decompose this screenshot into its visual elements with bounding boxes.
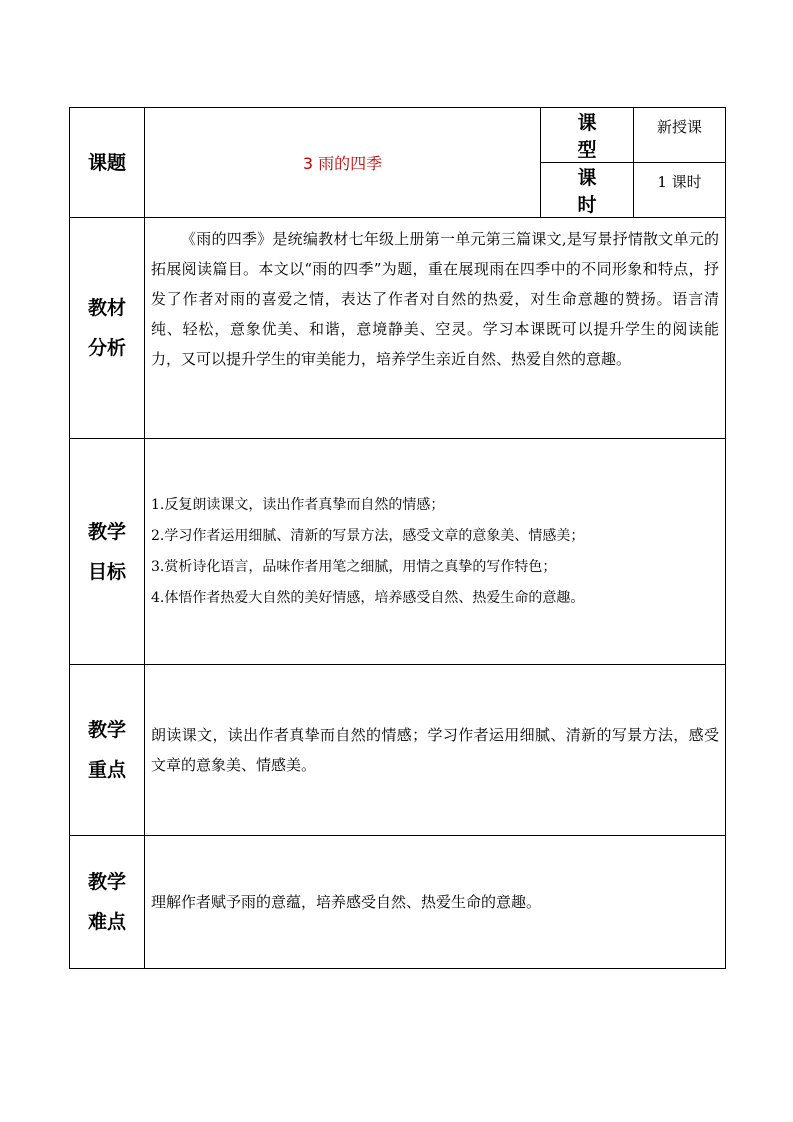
material-analysis-label-cell xyxy=(70,218,145,439)
material-analysis-label-line1: 教材 xyxy=(87,297,126,319)
lesson-type-value-cell xyxy=(634,108,726,163)
difficult-points-label-line2: 难点 xyxy=(87,911,126,933)
lesson-type-value: 新授课 xyxy=(656,118,702,136)
lesson-hours-value-cell xyxy=(634,163,726,218)
lesson-plan-table xyxy=(69,107,726,969)
teaching-goals-label-cell xyxy=(70,439,145,665)
teaching-goal-item: 4.体悟作者热爱大自然的美好情感，培养感受自然、热爱生命的意趣。 xyxy=(151,589,585,606)
key-points-label-line1: 教学 xyxy=(87,719,126,741)
lesson-hours-label: 课 时 xyxy=(577,167,609,216)
difficult-points-text: 理解作者赋予雨的意蕴，培养感受自然、热爱生命的意趣。 xyxy=(145,836,726,969)
key-points-label-line2: 重点 xyxy=(87,759,126,781)
key-points-label-cell xyxy=(70,665,145,836)
teaching-goal-item: 1.反复朗读课文，读出作者真挚而自然的情感； xyxy=(151,496,445,513)
lesson-hours-label-cell xyxy=(541,163,634,218)
key-points-text: 朗读课文，读出作者真挚而自然的情感；学习作者运用细腻、清新的写景方法，感受文章的意象美、情感美。 xyxy=(145,665,726,836)
lesson-hours-value: 1 课时 xyxy=(657,173,702,191)
difficult-points-label-line1: 教学 xyxy=(87,871,126,893)
teaching-goals-label-line1: 教学 xyxy=(87,520,126,543)
lesson-title: 3 雨的四季 xyxy=(302,154,383,173)
lesson-type-label-cell xyxy=(541,108,634,163)
topic-label: 课题 xyxy=(87,151,126,174)
lesson-title-cell xyxy=(145,108,541,218)
topic-label-cell xyxy=(70,108,145,218)
material-analysis-text: 《雨的四季》是统编教材七年级上册第一单元第三篇课文,是写景抒情散文单元的拓展阅读篇目。本文以“雨的四季”为题，重在展现雨在四季中的不同形象和特点，抒发了作者对雨的喜爱之情，表达了作者对自然的热爱，对生命意趣的赞扬。语言清纯、轻松，意象优美、和谐，意境静美、空灵。学习本课既可以提升学生的阅读能力，又可以提升学生的审美能力，培养学生亲近自然、热爱自然的意趣。 xyxy=(145,218,726,439)
teaching-goals-label-line2: 目标 xyxy=(87,560,126,583)
teaching-goal-item: 2.学习作者运用细腻、清新的写景方法，感受文章的意象美、情感美； xyxy=(151,527,585,544)
teaching-goals-list xyxy=(145,439,726,665)
difficult-points-label-cell xyxy=(70,836,145,969)
material-analysis-label-line2: 分析 xyxy=(87,337,126,359)
teaching-goal-item: 3.赏析诗化语言，品味作者用笔之细腻，用情之真挚的写作特色； xyxy=(151,558,557,575)
lesson-type-label: 课 型 xyxy=(577,112,609,161)
